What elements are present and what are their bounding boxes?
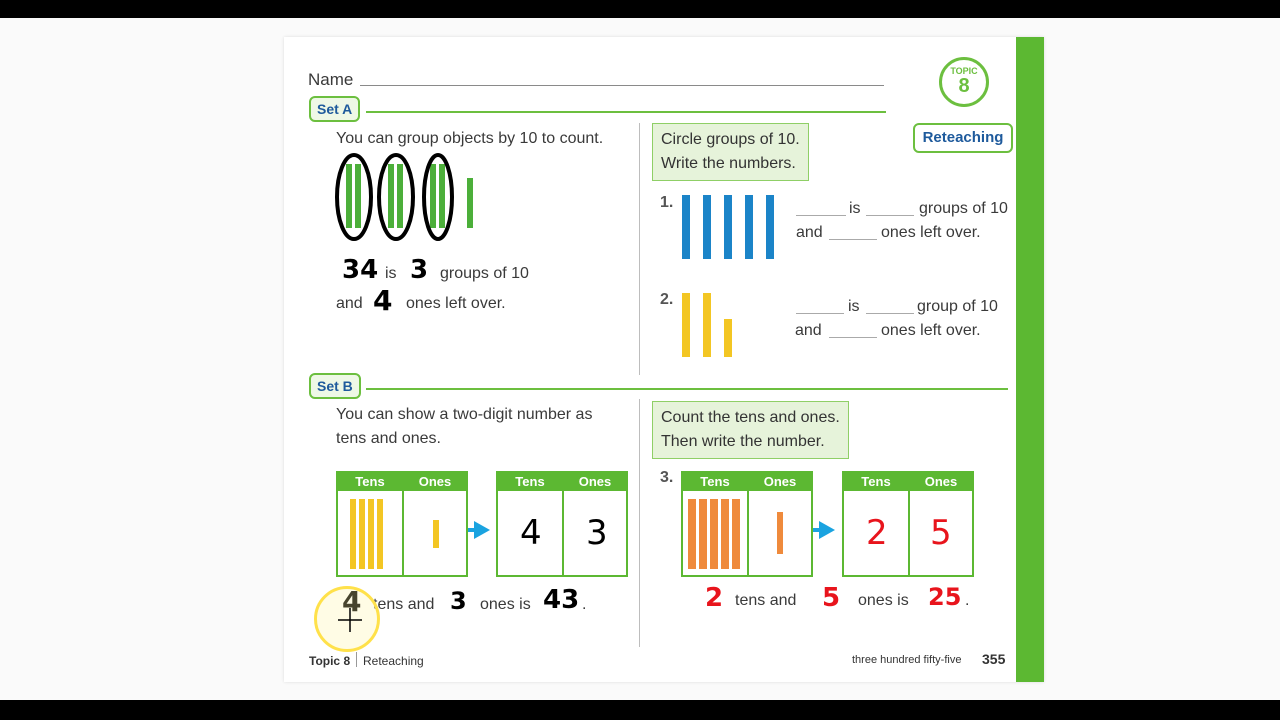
q1-blue-cubes xyxy=(680,193,780,263)
tens-header: Tens xyxy=(844,473,908,491)
set-a-instruction-box xyxy=(652,123,809,181)
set-a-instruction-2: Write the numbers. xyxy=(661,155,796,172)
q3-blocks-chart xyxy=(681,471,813,577)
q2-blank-total[interactable] xyxy=(796,313,844,314)
q3-arrow xyxy=(819,521,835,539)
q3-period: . xyxy=(965,592,970,609)
q2-yellow-cubes xyxy=(680,291,740,359)
leftover-cubes xyxy=(467,178,473,228)
example-and: and xyxy=(336,295,363,312)
circle-group-2 xyxy=(379,155,413,239)
topic-number: 8 xyxy=(958,75,970,97)
cube-group-1 xyxy=(346,164,361,228)
circle-group-3 xyxy=(424,155,452,239)
video-top-bar xyxy=(0,0,1280,18)
set-b-rule xyxy=(366,388,1008,390)
q3-ten-rods xyxy=(688,497,744,571)
example-answer-total: 43 xyxy=(543,585,580,615)
q3-ones-digit[interactable]: 5 xyxy=(930,513,952,553)
tens-header: Tens xyxy=(683,473,747,491)
q2-is: is xyxy=(848,298,860,315)
set-a-rule xyxy=(366,111,886,113)
set-b-label: Set B xyxy=(309,373,361,399)
crosshair-cursor-icon xyxy=(338,608,362,632)
set-a-cube-groups xyxy=(334,150,484,245)
q2-groups-text: group of 10 xyxy=(917,298,998,315)
example-groups: 3 xyxy=(410,255,429,285)
example-groups-text: groups of 10 xyxy=(440,265,529,282)
example-arrow xyxy=(474,521,490,539)
example-is: is xyxy=(385,265,397,282)
example-ones: 4 xyxy=(373,284,393,317)
example-tens-digit: 4 xyxy=(520,513,542,553)
footer-page-words: three hundred fifty-five xyxy=(852,654,962,666)
example-tens-and: tens and xyxy=(373,596,435,613)
topic-badge xyxy=(939,57,989,107)
footer-section: Reteaching xyxy=(363,654,424,668)
q2-blank-groups[interactable] xyxy=(866,313,914,314)
name-line xyxy=(360,85,884,86)
ones-header: Ones xyxy=(404,473,466,491)
example-answer-ones: 3 xyxy=(450,587,467,615)
tens-header: Tens xyxy=(338,473,402,491)
ones-header: Ones xyxy=(564,473,626,491)
q1-blank-groups[interactable] xyxy=(866,215,914,216)
example-total: 34 xyxy=(342,255,379,285)
q2-ones-text: ones left over. xyxy=(881,322,981,339)
q2-number: 2. xyxy=(660,291,674,308)
q3-one-cubes xyxy=(776,511,786,557)
example-ones-is: ones is xyxy=(480,596,531,613)
q3-number: 3. xyxy=(660,469,674,486)
q3-answer-ones[interactable]: 5 xyxy=(822,583,841,613)
q1-blank-total[interactable] xyxy=(796,215,846,216)
example-one-cubes xyxy=(432,519,442,551)
set-a-label: Set A xyxy=(309,96,360,122)
set-a-intro: You can group objects by 10 to count. xyxy=(336,130,604,147)
ones-header: Ones xyxy=(749,473,811,491)
q1-and: and xyxy=(796,224,823,241)
example-period: . xyxy=(582,596,587,613)
set-a-instruction-1: Circle groups of 10. xyxy=(661,131,800,148)
q1-groups-text: groups of 10 xyxy=(919,200,1008,217)
q1-is: is xyxy=(849,200,861,217)
example-answer-tens: 4 xyxy=(342,585,362,618)
footer-topic: Topic 8 xyxy=(309,654,351,668)
example-ones-text: ones left over. xyxy=(406,295,506,312)
q3-tens-digit[interactable]: 2 xyxy=(866,513,888,553)
set-b-instruction-box xyxy=(652,401,849,459)
example-ones-digit: 3 xyxy=(586,513,608,553)
footer-page-number: 355 xyxy=(982,651,1006,667)
tens-header: Tens xyxy=(498,473,562,491)
q3-tens-and: tens and xyxy=(735,592,797,609)
cube-group-2 xyxy=(388,164,403,228)
set-b-intro-1: You can show a two-digit number as xyxy=(336,406,593,423)
reteaching-tab: Reteaching xyxy=(913,123,1013,153)
name-label: Name xyxy=(308,70,354,89)
q3-ones-is: ones is xyxy=(858,592,909,609)
q2-and: and xyxy=(795,322,822,339)
q2-blank-ones[interactable] xyxy=(829,337,877,338)
example-digits-chart xyxy=(496,471,628,577)
page-edge-strip xyxy=(1016,37,1044,682)
q3-answer-total[interactable]: 25 xyxy=(928,583,962,611)
set-b-instruction-2: Then write the number. xyxy=(661,433,825,450)
set-a-divider xyxy=(639,123,640,375)
video-bottom-bar xyxy=(0,700,1280,720)
q3-answer-tens[interactable]: 2 xyxy=(705,583,724,613)
q3-digits-chart xyxy=(842,471,974,577)
ones-header: Ones xyxy=(910,473,972,491)
set-b-intro-2: tens and ones. xyxy=(336,430,441,447)
set-b-divider xyxy=(639,399,640,647)
cube-group-3 xyxy=(430,164,445,228)
q1-number: 1. xyxy=(660,194,674,211)
example-ten-rods xyxy=(350,497,394,571)
example-blocks-chart xyxy=(336,471,468,577)
topic-word: TOPIC xyxy=(950,66,978,76)
q1-blank-ones[interactable] xyxy=(829,239,877,240)
worksheet-page xyxy=(284,37,1044,682)
set-b-instruction-1: Count the tens and ones. xyxy=(661,409,840,426)
q1-ones-text: ones left over. xyxy=(881,224,981,241)
circle-group-1 xyxy=(337,155,371,239)
